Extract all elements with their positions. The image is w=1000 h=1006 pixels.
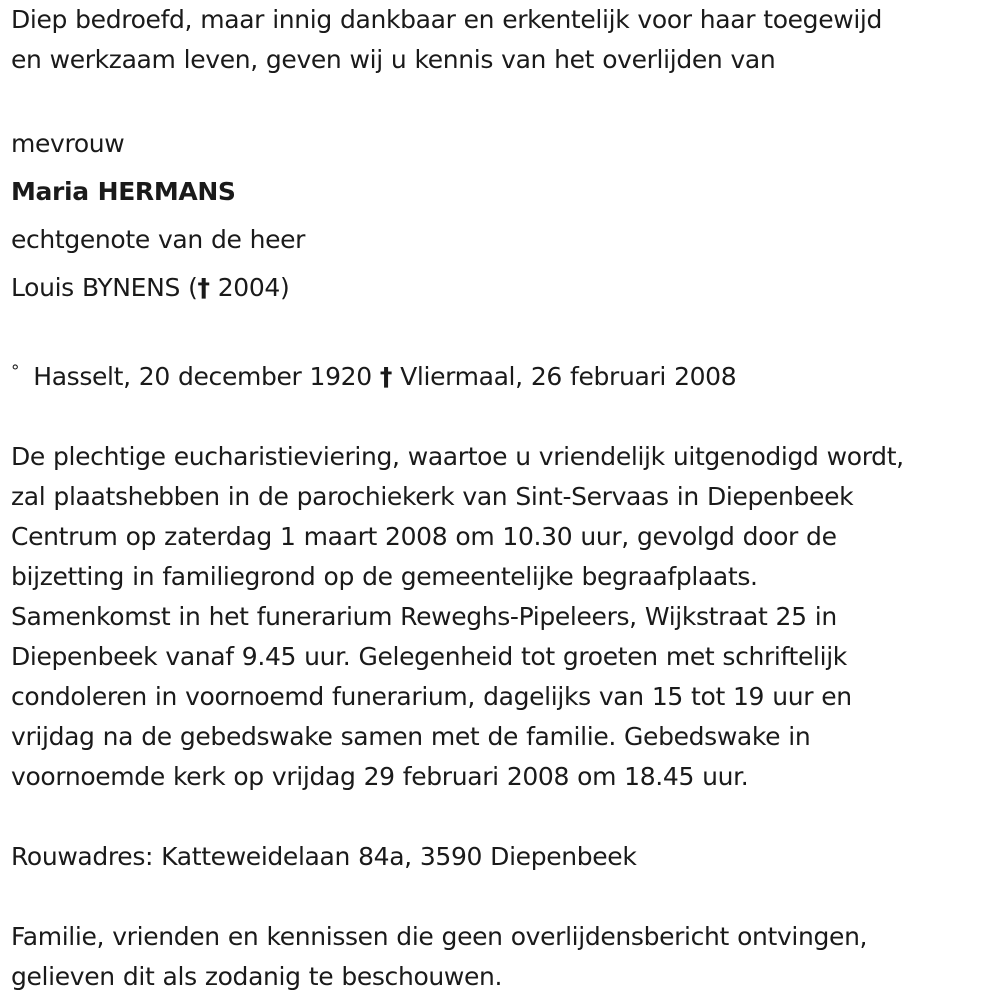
mourning-address: Rouwadres: Katteweidelaan 84a, 3590 Diepenbeek — [11, 842, 637, 871]
obituary-notice — [11, 0, 996, 997]
ceremony-line: De plechtige eucharistieviering, waartoe u vriendelijk uitgenodigd wordt, — [11, 442, 904, 471]
deceased-block — [11, 120, 996, 312]
ceremony-line: zal plaatshebben in de parochiekerk van Sint-Servaas in Diepenbeek — [11, 482, 854, 511]
spouse-name: Louis BYNENS ( — [11, 273, 198, 302]
birth-info: Hasselt, 20 december 1920 — [25, 362, 380, 391]
ceremony-line: bijzetting in familiegrond op de gemeentelijke begraafplaats. — [11, 562, 758, 591]
relation-text: echtgenote van de heer — [11, 225, 306, 254]
deceased-name: Maria HERMANS — [11, 177, 236, 206]
ceremony-line: Diepenbeek vanaf 9.45 uur. Gelegenheid tot groeten met schriftelijk — [11, 642, 847, 671]
deceased-title: mevrouw — [11, 129, 125, 158]
ceremony-line: condoleren in voornoemd funerarium, dagelijks van 15 tot 19 uur en — [11, 682, 852, 711]
ceremony-line: voornoemde kerk op vrijdag 29 februari 2008 om 18.45 uur. — [11, 762, 749, 791]
intro-line-2: en werkzaam leven, geven wij u kennis van het overlijden van — [11, 45, 776, 74]
cross-icon: † — [379, 362, 393, 391]
birth-symbol: ° — [11, 362, 20, 382]
ceremony-paragraph — [11, 437, 996, 797]
closing-line-2: gelieven dit als zodanig te beschouwen. — [11, 962, 503, 991]
spouse-year: 2004) — [209, 273, 290, 302]
ceremony-line: vrijdag na de gebedswake samen met de familie. Gebedswake in — [11, 722, 811, 751]
death-info: Vliermaal, 26 februari 2008 — [392, 362, 737, 391]
life-dates — [11, 352, 996, 397]
ceremony-line: Centrum op zaterdag 1 maart 2008 om 10.30 uur, gevolgd door de — [11, 522, 837, 551]
closing-line-1: Familie, vrienden en kennissen die geen overlijdensbericht ontvingen, — [11, 922, 868, 951]
cross-icon: † — [197, 273, 210, 302]
intro-line-1: Diep bedroefd, maar innig dankbaar en erkentelijk voor haar toegewijd — [11, 5, 883, 34]
ceremony-line: Samenkomst in het funerarium Reweghs-Pipeleers, Wijkstraat 25 in — [11, 602, 837, 631]
spouse-line — [11, 264, 996, 312]
